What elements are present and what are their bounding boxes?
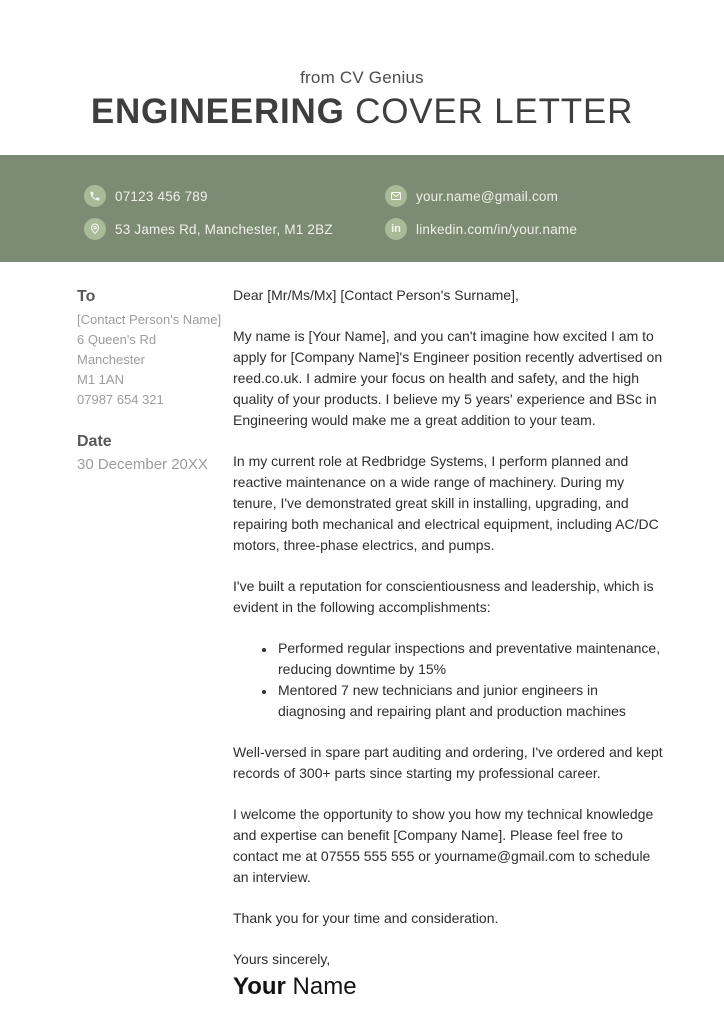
paragraph: Thank you for your time and consideration. [233,910,499,926]
accomplishment-item: • Mentored 7 new technicians and junior engineers in diagnosing and repairing plant and production machines [276,680,667,722]
location-icon [84,218,106,240]
recipient-line: M1 1AN [77,372,124,387]
paragraph: My name is [Your Name], and you can't imagine how excited I am to apply for [Company Name]'s Engineer position recently advertised on reed.co.uk. I admire your focus on health and safety, and the high quality of your products. I believe my 5 years' experience and BSc in Engineering would make me a great addition to your team. [233,328,663,428]
linkedin-glyph: in [391,222,401,235]
contact-bar [0,155,724,262]
recipient-sidebar [77,287,227,475]
signature-first: Your [233,973,286,1000]
recipient-address [77,310,227,410]
page-title [0,92,724,132]
salutation: Dear [Mr/Ms/Mx] [Contact Person's Surname], [233,287,519,303]
email-text: your.name@gmail.com [416,188,559,204]
paragraph: Well-versed in spare part auditing and ordering, I've ordered and kept records of 300+ parts since starting my professional career. [233,744,663,781]
signature-last: Name [285,973,357,1000]
linkedin-text: linkedin.com/in/your.name [416,221,578,237]
accomplishments-list [233,638,667,722]
letter-body [233,285,667,1002]
contact-phone [84,185,208,207]
contact-email [385,185,558,207]
date-block [77,432,227,475]
date-value: 30 December 20XX [77,456,208,473]
phone-text: 07123 456 789 [115,188,208,204]
accomplishment-item: • Performed regular inspections and preventative maintenance, reducing downtime by 15% [276,638,667,680]
page-title-light: COVER LETTER [344,92,634,131]
recipient-line: Manchester [77,352,145,367]
address-text: 53 James Rd, Manchester, M1 2BZ [115,221,333,237]
recipient-line: [Contact Person's Name] [77,312,222,327]
date-label: Date [77,433,112,450]
paragraph: I've built a reputation for conscientiousness and leadership, which is evident in the following accomplishments: [233,578,654,615]
signoff: Yours sincerely, [233,951,331,967]
phone-icon [84,185,106,207]
paragraph: In my current role at Redbridge Systems, I perform planned and reactive maintenance on a wide range of machinery. During my tenure, I've demonstrated great skill in installing, upgrading, and repairing both mechanical and electrical equipment, including AC/DC motors, three-phase electrics, and pumps. [233,453,659,553]
recipient-line: 6 Queen's Rd [77,332,157,347]
page-title-bold: ENGINEERING [90,92,345,131]
email-icon [385,185,407,207]
linkedin-icon [385,218,407,240]
contact-address [84,218,333,240]
signature [233,972,667,1002]
header-tagline: from CV Genius [300,68,424,87]
to-label: To [77,288,96,305]
recipient-line: 07987 654 321 [77,392,164,407]
contact-linkedin [385,218,577,240]
paragraph: I welcome the opportunity to show you how my technical knowledge and expertise can benefit [Company Name]. Please feel free to contact me at 07555 555 555 or yourname@gmail.com to schedule an interview. [233,806,654,885]
page-header [0,68,724,132]
